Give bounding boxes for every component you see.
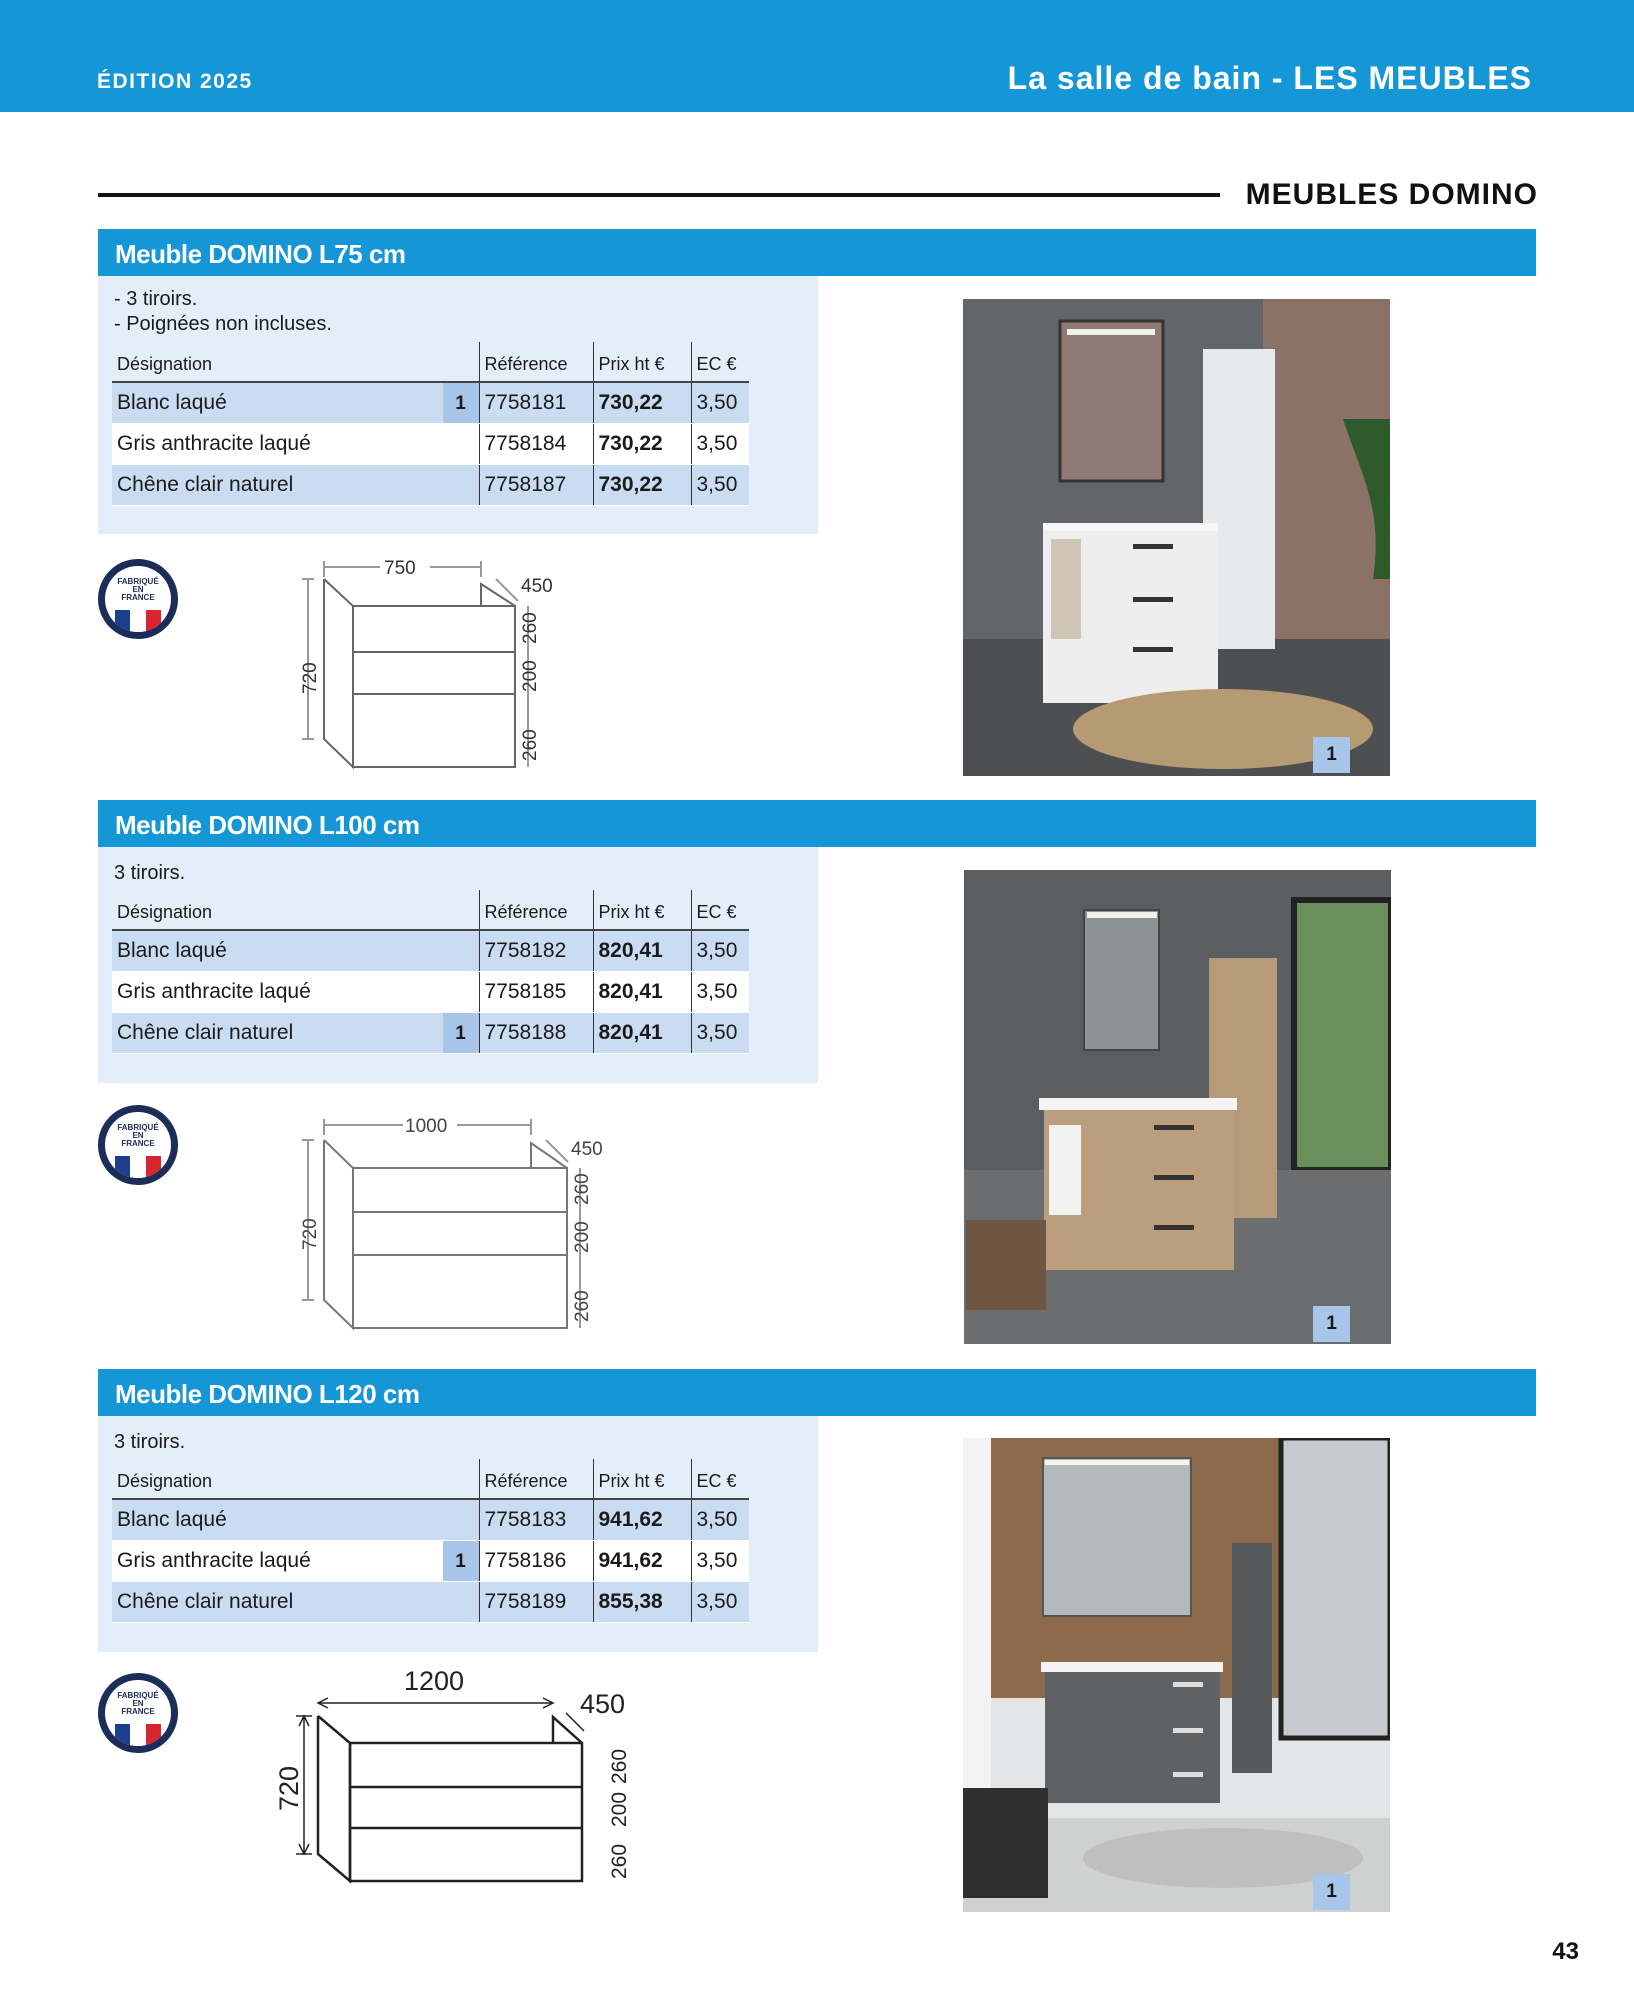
price-table [112, 1459, 749, 1623]
price-cell: 820,41 [593, 930, 691, 971]
price-table [112, 342, 749, 506]
drawer-dimension: 200 [520, 660, 541, 692]
ec-cell: 3,50 [691, 1581, 749, 1622]
section-title: MEUBLES DOMINO [1245, 178, 1538, 211]
width-dimension: 1000 [405, 1116, 448, 1137]
product-title: Meuble DOMINO L100 cm [115, 810, 420, 840]
height-dimension: 720 [300, 1218, 321, 1250]
price-table [112, 890, 749, 1054]
table-row [112, 1012, 749, 1053]
drawer-dimension: 260 [572, 1290, 593, 1322]
header-designation: Désignation [112, 1459, 479, 1499]
header-designation: Désignation [112, 342, 479, 382]
price-cell: 855,38 [593, 1581, 691, 1622]
price-cell: 941,62 [593, 1499, 691, 1540]
photo-marker: 1 [443, 383, 479, 423]
made-in-france-badge: FABRIQUÉ EN FRANCE [98, 559, 178, 639]
photo-tag: 1 [1313, 1874, 1350, 1910]
french-flag-icon [115, 1724, 161, 1746]
dimension-drawing [288, 1105, 608, 1345]
designation-cell: Gris anthracite laqué [112, 971, 479, 1012]
header-reference: Référence [479, 1459, 593, 1499]
price-cell: 820,41 [593, 1012, 691, 1053]
height-dimension: 720 [300, 662, 321, 694]
product-info-panel [98, 276, 818, 534]
description-line: 3 tiroirs. [114, 1431, 186, 1453]
edition-label: ÉDITION 2025 [97, 70, 253, 93]
ec-cell: 3,50 [691, 423, 749, 464]
price-cell: 941,62 [593, 1540, 691, 1581]
drawer-dimension: 260 [572, 1173, 593, 1205]
drawer-dimension: 260 [520, 729, 541, 761]
top-banner [0, 0, 1634, 112]
width-dimension: 1200 [404, 1666, 465, 1696]
product-header [98, 800, 1536, 847]
designation-cell: Chêne clair naturel [112, 464, 479, 505]
depth-dimension: 450 [571, 1139, 603, 1160]
description-line: - Poignées non incluses. [114, 313, 332, 335]
table-row [112, 1581, 749, 1622]
header-ec: EC € [691, 1459, 749, 1499]
table-row [112, 1499, 749, 1540]
depth-dimension: 450 [521, 576, 553, 597]
product-description [114, 287, 332, 337]
drawer-dimension: 200 [572, 1221, 593, 1253]
product-description [114, 861, 185, 886]
reference-cell: 7758182 [479, 930, 593, 971]
table-row [112, 930, 749, 971]
product-photo [964, 870, 1391, 1344]
designation-cell: Blanc laqué [117, 390, 227, 414]
product-header [98, 229, 1536, 276]
header-reference: Référence [479, 342, 593, 382]
header-designation: Désignation [112, 890, 479, 930]
french-flag-icon [115, 610, 161, 632]
designation-cell: Chêne clair naturel [117, 1020, 294, 1044]
made-in-france-badge: FABRIQUÉ EN FRANCE [98, 1105, 178, 1185]
product-photo [963, 299, 1390, 776]
header-ec: EC € [691, 342, 749, 382]
designation-cell: Gris anthracite laqué [117, 1548, 311, 1572]
description-line: - 3 tiroirs. [114, 288, 198, 310]
product-photo [963, 1438, 1390, 1912]
drawer-dimension: 260 [608, 1843, 631, 1879]
drawer-dimension: 260 [520, 612, 541, 644]
dimension-drawing [288, 549, 568, 779]
table-row [112, 423, 749, 464]
width-dimension: 750 [384, 558, 416, 579]
product-header [98, 1369, 1536, 1416]
price-cell: 820,41 [593, 971, 691, 1012]
photo-marker: 1 [443, 1541, 479, 1581]
reference-cell: 7758184 [479, 423, 593, 464]
dimension-labels [268, 1659, 648, 1889]
height-dimension: 720 [274, 1765, 304, 1811]
header-price: Prix ht € [593, 890, 691, 930]
ec-cell: 3,50 [691, 382, 749, 423]
ec-cell: 3,50 [691, 464, 749, 505]
designation-cell: Blanc laqué [112, 930, 479, 971]
header-price: Prix ht € [593, 1459, 691, 1499]
designation-cell: Chêne clair naturel [112, 1581, 479, 1622]
header-ec: EC € [691, 890, 749, 930]
product-title: Meuble DOMINO L75 cm [115, 239, 406, 269]
price-cell: 730,22 [593, 464, 691, 505]
description-line: 3 tiroirs. [114, 862, 186, 884]
reference-cell: 7758188 [479, 1012, 593, 1053]
reference-cell: 7758185 [479, 971, 593, 1012]
reference-cell: 7758183 [479, 1499, 593, 1540]
designation-cell: Blanc laqué [112, 1499, 479, 1540]
reference-cell: 7758189 [479, 1581, 593, 1622]
table-row [112, 464, 749, 505]
product-title: Meuble DOMINO L120 cm [115, 1379, 420, 1409]
table-row [112, 382, 749, 423]
product-info-panel [98, 1416, 818, 1652]
page-number: 43 [1552, 1938, 1579, 1965]
depth-dimension: 450 [580, 1689, 626, 1719]
header-reference: Référence [479, 890, 593, 930]
table-row [112, 971, 749, 1012]
ec-cell: 3,50 [691, 971, 749, 1012]
photo-marker: 1 [443, 1013, 479, 1053]
reference-cell: 7758181 [479, 382, 593, 423]
drawer-dimension: 200 [608, 1791, 631, 1827]
product-info-panel [98, 847, 818, 1083]
header-price: Prix ht € [593, 342, 691, 382]
section-divider [98, 193, 1220, 197]
designation-cell: Gris anthracite laqué [112, 423, 479, 464]
photo-tag: 1 [1313, 737, 1350, 773]
product-description [114, 1430, 185, 1455]
photo-tag: 1 [1313, 1306, 1350, 1342]
ec-cell: 3,50 [691, 1499, 749, 1540]
table-row [112, 1540, 749, 1581]
price-cell: 730,22 [593, 423, 691, 464]
chapter-title: La salle de bain - LES MEUBLES [1007, 60, 1532, 96]
reference-cell: 7758186 [479, 1540, 593, 1581]
made-in-france-badge: FABRIQUÉ EN FRANCE [98, 1673, 178, 1753]
reference-cell: 7758187 [479, 464, 593, 505]
ec-cell: 3,50 [691, 1012, 749, 1053]
drawer-dimension: 260 [608, 1748, 631, 1784]
ec-cell: 3,50 [691, 1540, 749, 1581]
price-cell: 730,22 [593, 382, 691, 423]
ec-cell: 3,50 [691, 930, 749, 971]
french-flag-icon [115, 1156, 161, 1178]
